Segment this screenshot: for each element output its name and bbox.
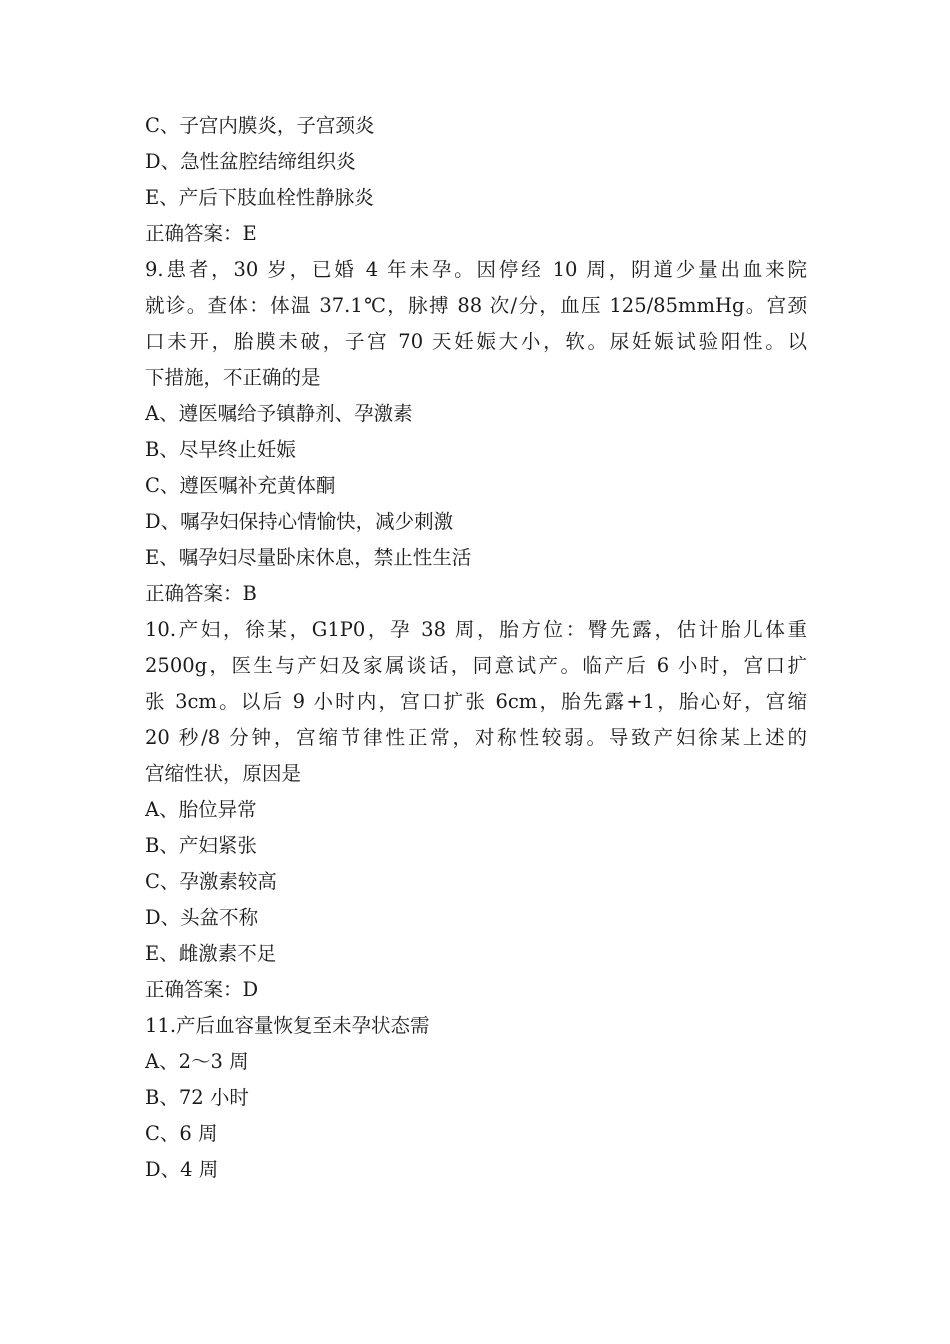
q10-option-a: A、胎位异常: [145, 798, 257, 821]
q10-option-b: B、产妇紧张: [145, 834, 257, 857]
q11-stem-line: 11.产后血容量恢复至未孕状态需: [145, 1014, 430, 1037]
q9-stem-line: 9.患者，30 岁，已婚 4 年未孕。因停经 10 周，阴道少量出血来院: [145, 258, 807, 281]
q9-option-e: E、嘱孕妇尽量卧床休息，禁止性生活: [145, 546, 472, 569]
q10-stem-line: 10.产妇，徐某，G1P0，孕 38 周，胎方位：臀先露，估计胎儿体重: [145, 618, 807, 641]
q10-stem-line: 2500g，医生与产妇及家属谈话，同意试产。临产后 6 小时，宫口扩: [145, 654, 807, 677]
q9-option-c: C、遵医嘱补充黄体酮: [145, 474, 336, 497]
q10-stem-line: 20 秒/8 分钟，宫缩节律性正常，对称性较弱。导致产妇徐某上述的: [145, 726, 807, 749]
q9-stem-line: 口未开，胎膜未破，子宫 70 天妊娠大小，软。尿妊娠试验阳性。以: [145, 330, 807, 353]
q10-stem-line: 宫缩性状，原因是: [145, 762, 302, 785]
q10-answer: 正确答案：D: [145, 978, 259, 1001]
q11-option-b: B、72 小时: [145, 1086, 249, 1109]
q9-answer: 正确答案：B: [145, 582, 257, 605]
q11-option-a: A、2～3 周: [145, 1050, 249, 1073]
q9-option-a: A、遵医嘱给予镇静剂、孕激素: [145, 402, 413, 425]
q10-option-d: D、头盆不称: [145, 906, 259, 929]
q8-answer: 正确答案：E: [145, 222, 257, 245]
q9-stem-line: 就诊。查体：体温 37.1℃，脉搏 88 次/分，血压 125/85mmHg。宫颈: [145, 294, 807, 317]
document-page: [145, 108, 807, 1188]
q10-option-e: E、雌激素不足: [145, 942, 277, 965]
q10-option-c: C、孕激素较高: [145, 870, 277, 893]
q9-option-d: D、嘱孕妇保持心情愉快，减少刺激: [145, 510, 454, 533]
q11-option-d: D、4 周: [145, 1158, 219, 1181]
q8-option-e: E、产后下肢血栓性静脉炎: [145, 186, 374, 209]
q11-option-c: C、6 周: [145, 1122, 218, 1145]
q8-option-d: D、急性盆腔结缔组织炎: [145, 150, 356, 173]
q9-option-b: B、尽早终止妊娠: [145, 438, 296, 461]
q9-stem-line: 下措施，不正确的是: [145, 366, 321, 389]
q10-stem-line: 张 3cm。以后 9 小时内，宫口扩张 6cm，胎先露+1，胎心好，宫缩: [145, 690, 807, 713]
q8-option-c: C、子宫内膜炎，子宫颈炎: [145, 114, 375, 137]
